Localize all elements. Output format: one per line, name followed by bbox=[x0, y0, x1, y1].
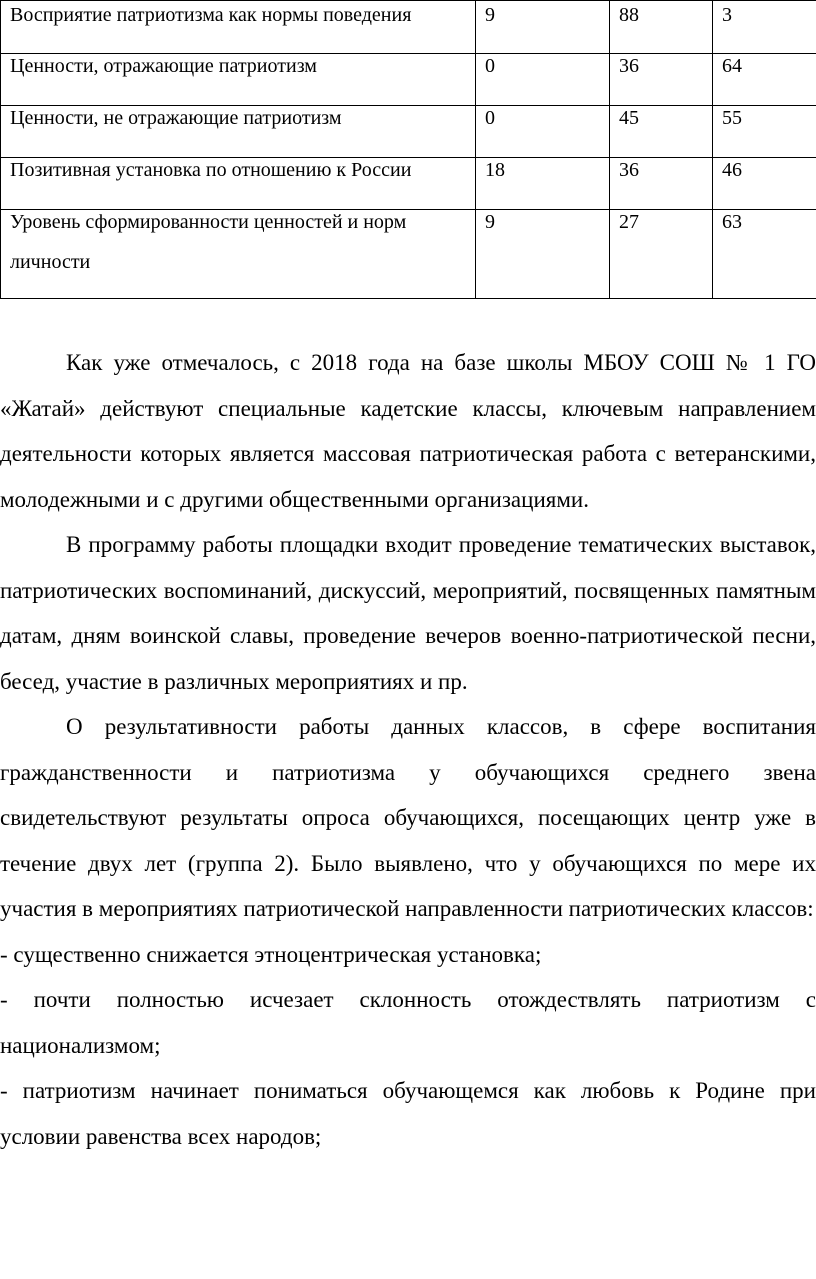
value-3: 3 bbox=[722, 4, 732, 26]
value-3: 64 bbox=[722, 55, 742, 77]
value-cell bbox=[476, 210, 610, 299]
value-1: 0 bbox=[485, 55, 495, 77]
paragraph-2: В программу работы площадки входит проведение тематических выставок, патриотических воспоминаний, дискуссий, мероприятий, посвященных памятным датам, дням воинской славы, проведение вечеров военно-патриотической песни, бесед, участие в различных мероприятиях и пр. bbox=[0, 532, 816, 694]
value-2: 45 bbox=[619, 107, 639, 129]
value-1: 0 bbox=[485, 107, 495, 129]
value-3: 55 bbox=[722, 107, 742, 129]
row-label-cell bbox=[1, 210, 476, 299]
row-label: Уровень сформированности ценностей и норм личности bbox=[10, 211, 407, 273]
list-item: - существенно снижается этноцентрическая установка; bbox=[0, 941, 542, 967]
paragraph-1: Как уже отмечалось, с 2018 года на базе школы МБОУ СОШ № 1 ГО «Жатай» действуют специальные кадетские классы, ключевым направлением деятельности которых является массовая патриотическая работа с ветеранскими, молодежными и с другими общественными организациями. bbox=[0, 350, 816, 512]
list-item: - почти полностью исчезает склонность отождествлять патриотизм с национализмом; bbox=[0, 987, 816, 1058]
value-1: 18 bbox=[485, 159, 505, 181]
value-1: 9 bbox=[485, 4, 495, 26]
value-1: 9 bbox=[485, 211, 495, 233]
results-table bbox=[0, 0, 816, 299]
value-cell bbox=[713, 210, 816, 299]
paragraph-3: О результативности работы данных классов, в сфере воспитания гражданственности и патриотизма у обучающихся среднего звена свидетельствуют результаты опроса обучающихся, посещающих центр уже в течение двух лет (группа 2). Было выявлено, что у обучающихся по мере их участия в мероприятиях патриотической направленности патриотических классов: bbox=[0, 714, 816, 921]
value-3: 46 bbox=[722, 159, 742, 181]
row-label: Ценности, не отражающие патриотизм bbox=[10, 107, 342, 129]
list-item: - патриотизм начинает пониматься обучающемся как любовь к Родине при условии равенства всех народов; bbox=[0, 1078, 816, 1149]
body-text bbox=[0, 340, 816, 1159]
value-2: 36 bbox=[619, 159, 639, 181]
value-2: 36 bbox=[619, 55, 639, 77]
value-2: 88 bbox=[619, 4, 639, 26]
table-row bbox=[1, 210, 816, 299]
row-label: Ценности, отражающие патриотизм bbox=[10, 55, 317, 77]
value-2: 27 bbox=[619, 211, 639, 233]
value-3: 63 bbox=[722, 211, 742, 233]
row-label: Позитивная установка по отношению к России bbox=[10, 159, 412, 181]
row-label: Восприятие патриотизма как нормы поведения bbox=[10, 4, 412, 26]
value-cell bbox=[610, 210, 713, 299]
